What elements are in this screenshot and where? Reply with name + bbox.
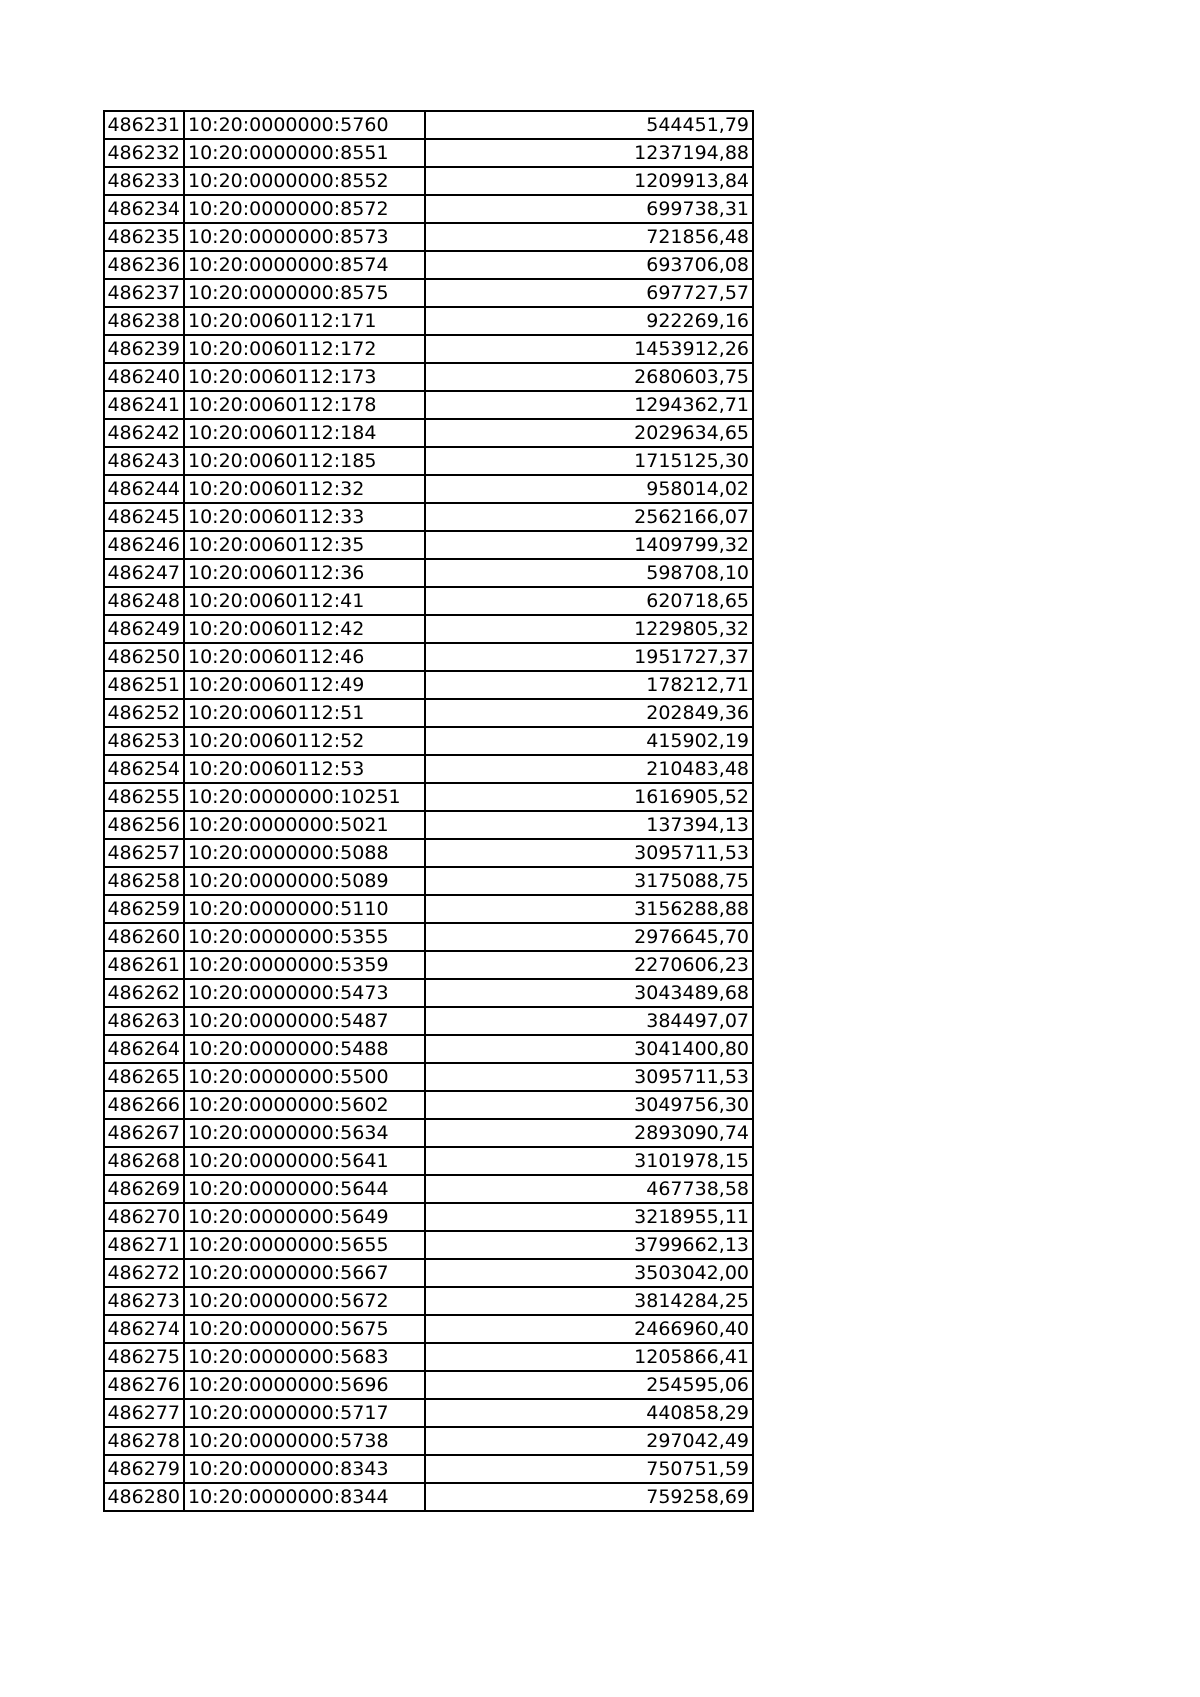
table-row — [104, 447, 753, 475]
row-id-cell: 486258 — [104, 867, 184, 895]
cadastral-number-cell: 10:20:0000000:5655 — [184, 1231, 425, 1259]
row-id-cell: 486274 — [104, 1315, 184, 1343]
value-cell: 3175088,75 — [425, 867, 753, 895]
cadastral-number-cell: 10:20:0060112:33 — [184, 503, 425, 531]
table-row — [104, 867, 753, 895]
row-id-cell: 486263 — [104, 1007, 184, 1035]
value-cell: 2680603,75 — [425, 363, 753, 391]
row-id-cell: 486246 — [104, 531, 184, 559]
value-cell: 1229805,32 — [425, 615, 753, 643]
row-id-cell: 486239 — [104, 335, 184, 363]
table-row — [104, 419, 753, 447]
row-id-cell: 486236 — [104, 251, 184, 279]
table-row — [104, 1063, 753, 1091]
cadastral-number-cell: 10:20:0000000:8574 — [184, 251, 425, 279]
cadastral-number-cell: 10:20:0060112:184 — [184, 419, 425, 447]
cadastral-number-cell: 10:20:0000000:8343 — [184, 1455, 425, 1483]
table-row — [104, 1147, 753, 1175]
table-row — [104, 895, 753, 923]
value-cell: 3101978,15 — [425, 1147, 753, 1175]
value-cell: 1205866,41 — [425, 1343, 753, 1371]
value-cell: 598708,10 — [425, 559, 753, 587]
value-cell: 3049756,30 — [425, 1091, 753, 1119]
cadastral-number-cell: 10:20:0000000:5760 — [184, 111, 425, 139]
table-row — [104, 475, 753, 503]
value-cell: 3814284,25 — [425, 1287, 753, 1315]
row-id-cell: 486234 — [104, 195, 184, 223]
value-cell: 2562166,07 — [425, 503, 753, 531]
row-id-cell: 486235 — [104, 223, 184, 251]
cadastral-number-cell: 10:20:0000000:5110 — [184, 895, 425, 923]
value-cell: 1409799,32 — [425, 531, 753, 559]
table-row — [104, 923, 753, 951]
value-cell: 620718,65 — [425, 587, 753, 615]
value-cell: 2466960,40 — [425, 1315, 753, 1343]
table-row — [104, 1007, 753, 1035]
value-cell: 137394,13 — [425, 811, 753, 839]
cadastral-number-cell: 10:20:0000000:5683 — [184, 1343, 425, 1371]
row-id-cell: 486266 — [104, 1091, 184, 1119]
value-cell: 202849,36 — [425, 699, 753, 727]
table-row — [104, 1399, 753, 1427]
value-cell: 297042,49 — [425, 1427, 753, 1455]
value-cell: 544451,79 — [425, 111, 753, 139]
value-cell: 210483,48 — [425, 755, 753, 783]
cadastral-number-cell: 10:20:0000000:5696 — [184, 1371, 425, 1399]
row-id-cell: 486255 — [104, 783, 184, 811]
table-row — [104, 1483, 753, 1511]
row-id-cell: 486275 — [104, 1343, 184, 1371]
value-cell: 2270606,23 — [425, 951, 753, 979]
table-row — [104, 643, 753, 671]
cadastral-number-cell: 10:20:0000000:5717 — [184, 1399, 425, 1427]
row-id-cell: 486242 — [104, 419, 184, 447]
cadastral-number-cell: 10:20:0060112:32 — [184, 475, 425, 503]
cadastral-number-cell: 10:20:0060112:36 — [184, 559, 425, 587]
value-cell: 1616905,52 — [425, 783, 753, 811]
table-row — [104, 223, 753, 251]
table-row — [104, 279, 753, 307]
cadastral-number-cell: 10:20:0000000:5021 — [184, 811, 425, 839]
row-id-cell: 486243 — [104, 447, 184, 475]
row-id-cell: 486252 — [104, 699, 184, 727]
cadastral-number-cell: 10:20:0000000:5667 — [184, 1259, 425, 1287]
value-cell: 384497,07 — [425, 1007, 753, 1035]
cadastral-number-cell: 10:20:0000000:5359 — [184, 951, 425, 979]
cadastral-number-cell: 10:20:0060112:173 — [184, 363, 425, 391]
cadastral-number-cell: 10:20:0000000:5672 — [184, 1287, 425, 1315]
table-row — [104, 615, 753, 643]
value-cell: 3095711,53 — [425, 1063, 753, 1091]
table-row — [104, 811, 753, 839]
value-cell: 3503042,00 — [425, 1259, 753, 1287]
row-id-cell: 486259 — [104, 895, 184, 923]
row-id-cell: 486238 — [104, 307, 184, 335]
row-id-cell: 486269 — [104, 1175, 184, 1203]
value-cell: 693706,08 — [425, 251, 753, 279]
row-id-cell: 486262 — [104, 979, 184, 1007]
cadastral-number-cell: 10:20:0000000:5488 — [184, 1035, 425, 1063]
row-id-cell: 486265 — [104, 1063, 184, 1091]
table-row — [104, 699, 753, 727]
cadastral-number-cell: 10:20:0060112:42 — [184, 615, 425, 643]
value-cell: 3218955,11 — [425, 1203, 753, 1231]
row-id-cell: 486232 — [104, 139, 184, 167]
row-id-cell: 486277 — [104, 1399, 184, 1427]
row-id-cell: 486256 — [104, 811, 184, 839]
data-table — [103, 110, 754, 1512]
value-cell: 467738,58 — [425, 1175, 753, 1203]
table-row — [104, 363, 753, 391]
value-cell: 1951727,37 — [425, 643, 753, 671]
row-id-cell: 486241 — [104, 391, 184, 419]
table-row — [104, 1455, 753, 1483]
value-cell: 3043489,68 — [425, 979, 753, 1007]
cadastral-number-cell: 10:20:0000000:5641 — [184, 1147, 425, 1175]
cadastral-number-cell: 10:20:0060112:185 — [184, 447, 425, 475]
cadastral-number-cell: 10:20:0000000:5088 — [184, 839, 425, 867]
value-cell: 178212,71 — [425, 671, 753, 699]
cadastral-number-cell: 10:20:0000000:5500 — [184, 1063, 425, 1091]
row-id-cell: 486237 — [104, 279, 184, 307]
cadastral-number-cell: 10:20:0000000:8575 — [184, 279, 425, 307]
table-row — [104, 1371, 753, 1399]
cadastral-number-cell: 10:20:0060112:49 — [184, 671, 425, 699]
value-cell: 3041400,80 — [425, 1035, 753, 1063]
table-row — [104, 195, 753, 223]
row-id-cell: 486249 — [104, 615, 184, 643]
value-cell: 922269,16 — [425, 307, 753, 335]
value-cell: 1209913,84 — [425, 167, 753, 195]
row-id-cell: 486261 — [104, 951, 184, 979]
value-cell: 750751,59 — [425, 1455, 753, 1483]
value-cell: 3156288,88 — [425, 895, 753, 923]
row-id-cell: 486240 — [104, 363, 184, 391]
cadastral-number-cell: 10:20:0060112:52 — [184, 727, 425, 755]
table-row — [104, 111, 753, 139]
table-row — [104, 1343, 753, 1371]
cadastral-number-cell: 10:20:0000000:5644 — [184, 1175, 425, 1203]
value-cell: 1294362,71 — [425, 391, 753, 419]
table-row — [104, 671, 753, 699]
value-cell: 2976645,70 — [425, 923, 753, 951]
table-row — [104, 1203, 753, 1231]
cadastral-number-cell: 10:20:0060112:171 — [184, 307, 425, 335]
table-row — [104, 1119, 753, 1147]
row-id-cell: 486247 — [104, 559, 184, 587]
table-row — [104, 783, 753, 811]
row-id-cell: 486278 — [104, 1427, 184, 1455]
row-id-cell: 486270 — [104, 1203, 184, 1231]
table-row — [104, 979, 753, 1007]
cadastral-number-cell: 10:20:0000000:5738 — [184, 1427, 425, 1455]
table-row — [104, 1315, 753, 1343]
table-row — [104, 559, 753, 587]
table-row — [104, 1175, 753, 1203]
row-id-cell: 486253 — [104, 727, 184, 755]
table-row — [104, 1035, 753, 1063]
row-id-cell: 486260 — [104, 923, 184, 951]
value-cell: 1715125,30 — [425, 447, 753, 475]
cadastral-number-cell: 10:20:0000000:5634 — [184, 1119, 425, 1147]
row-id-cell: 486268 — [104, 1147, 184, 1175]
row-id-cell: 486264 — [104, 1035, 184, 1063]
value-cell: 3095711,53 — [425, 839, 753, 867]
value-cell: 254595,06 — [425, 1371, 753, 1399]
value-cell: 1453912,26 — [425, 335, 753, 363]
table-row — [104, 391, 753, 419]
row-id-cell: 486280 — [104, 1483, 184, 1511]
table-row — [104, 167, 753, 195]
cadastral-number-cell: 10:20:0000000:5355 — [184, 923, 425, 951]
value-cell: 699738,31 — [425, 195, 753, 223]
cadastral-number-cell: 10:20:0060112:178 — [184, 391, 425, 419]
row-id-cell: 486233 — [104, 167, 184, 195]
row-id-cell: 486250 — [104, 643, 184, 671]
table-row — [104, 335, 753, 363]
row-id-cell: 486276 — [104, 1371, 184, 1399]
table-row — [104, 587, 753, 615]
cadastral-number-cell: 10:20:0060112:46 — [184, 643, 425, 671]
row-id-cell: 486245 — [104, 503, 184, 531]
table-row — [104, 139, 753, 167]
value-cell: 415902,19 — [425, 727, 753, 755]
table-row — [104, 1427, 753, 1455]
cadastral-number-cell: 10:20:0060112:35 — [184, 531, 425, 559]
cadastral-number-cell: 10:20:0000000:5487 — [184, 1007, 425, 1035]
table-row — [104, 503, 753, 531]
value-cell: 2893090,74 — [425, 1119, 753, 1147]
row-id-cell: 486254 — [104, 755, 184, 783]
value-cell: 1237194,88 — [425, 139, 753, 167]
table-row — [104, 307, 753, 335]
value-cell: 2029634,65 — [425, 419, 753, 447]
table-row — [104, 251, 753, 279]
value-cell: 759258,69 — [425, 1483, 753, 1511]
row-id-cell: 486273 — [104, 1287, 184, 1315]
row-id-cell: 486272 — [104, 1259, 184, 1287]
cadastral-number-cell: 10:20:0000000:5602 — [184, 1091, 425, 1119]
table-body — [104, 111, 753, 1511]
value-cell: 958014,02 — [425, 475, 753, 503]
table-row — [104, 755, 753, 783]
row-id-cell: 486279 — [104, 1455, 184, 1483]
cadastral-number-cell: 10:20:0000000:10251 — [184, 783, 425, 811]
cadastral-number-cell: 10:20:0060112:41 — [184, 587, 425, 615]
cadastral-number-cell: 10:20:0060112:51 — [184, 699, 425, 727]
row-id-cell: 486271 — [104, 1231, 184, 1259]
table-row — [104, 1231, 753, 1259]
cadastral-number-cell: 10:20:0060112:53 — [184, 755, 425, 783]
value-cell: 440858,29 — [425, 1399, 753, 1427]
row-id-cell: 486257 — [104, 839, 184, 867]
table-row — [104, 1259, 753, 1287]
cadastral-number-cell: 10:20:0000000:8552 — [184, 167, 425, 195]
cadastral-number-cell: 10:20:0000000:8572 — [184, 195, 425, 223]
row-id-cell: 486267 — [104, 1119, 184, 1147]
cadastral-number-cell: 10:20:0000000:5089 — [184, 867, 425, 895]
cadastral-number-cell: 10:20:0000000:8551 — [184, 139, 425, 167]
table-row — [104, 1287, 753, 1315]
cadastral-number-cell: 10:20:0000000:5675 — [184, 1315, 425, 1343]
value-cell: 3799662,13 — [425, 1231, 753, 1259]
row-id-cell: 486244 — [104, 475, 184, 503]
cadastral-number-cell: 10:20:0000000:5649 — [184, 1203, 425, 1231]
table-row — [104, 727, 753, 755]
cadastral-number-cell: 10:20:0000000:5473 — [184, 979, 425, 1007]
table-row — [104, 951, 753, 979]
row-id-cell: 486251 — [104, 671, 184, 699]
cadastral-number-cell: 10:20:0060112:172 — [184, 335, 425, 363]
table-row — [104, 839, 753, 867]
value-cell: 697727,57 — [425, 279, 753, 307]
row-id-cell: 486248 — [104, 587, 184, 615]
cadastral-number-cell: 10:20:0000000:8344 — [184, 1483, 425, 1511]
cadastral-number-cell: 10:20:0000000:8573 — [184, 223, 425, 251]
value-cell: 721856,48 — [425, 223, 753, 251]
table-row — [104, 1091, 753, 1119]
table-row — [104, 531, 753, 559]
row-id-cell: 486231 — [104, 111, 184, 139]
